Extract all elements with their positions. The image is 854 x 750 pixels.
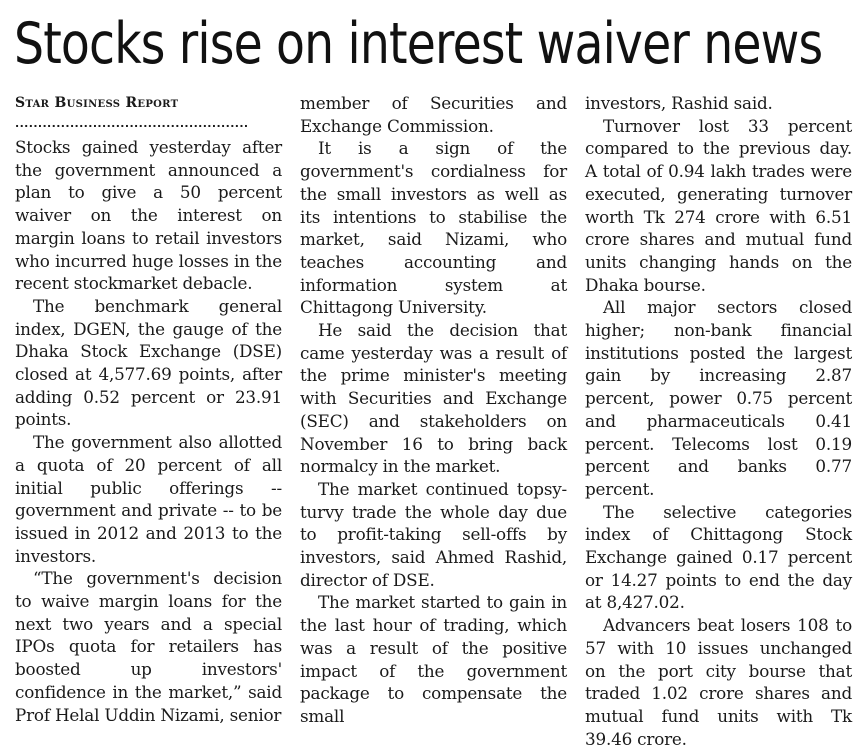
paragraph: The market started to gain in the last hour of trading, which was a result of the positive impact of the government package to compensate the small (300, 592, 567, 726)
paragraph: “The government's decision to waive margin loans for the next two years and a special IPOs quota for retailers has boosted up investors' confidence in the market,” said Prof Helal Uddin Nizami, senior (15, 568, 282, 725)
paragraph: investors, Rashid said. (585, 93, 773, 113)
paragraph: He said the decision that came yesterday was a result of the prime minister's meeting with Securities and Exchange (SEC) and stakeholders on November 16 to bring back normalcy in the market. (300, 320, 567, 477)
paragraph: It is a sign of the government's cordialness for the small investors as well as its intentions to stabilise the market, said Nizami, who teaches accounting and information system at Chittagong University. (300, 138, 567, 318)
paragraph: The benchmark general index, DGEN, the gauge of the Dhaka Stock Exchange (DSE) closed at 4,577.69 points, after adding 0.52 percent or 23.91 points. (15, 295, 282, 430)
byline: Star Business Report (15, 95, 179, 111)
paragraph: The government also allotted a quota of 20 percent of all initial public offerings -- government and private -- to be issued in 2012 and 2013 to the investors. (15, 432, 282, 566)
paragraph: Advancers beat losers 108 to 57 with 10 issues unchanged on the port city bourse that traded 1.02 crore shares and mutual fund units with Tk 39.46 crore. (585, 615, 852, 749)
paragraph: Turnover lost 33 percent compared to the previous day. A total of 0.94 lakh trades were executed, generating turnover worth Tk 274 crore with 6.51 crore shares and mutual fund units changing hands on the Dhaka bourse. (585, 115, 852, 295)
byline-separator: ................................................... (15, 117, 249, 130)
paragraph: All major sectors closed higher; non-bank financial institutions posted the largest gain by increasing 2.87 percent, power 0.75 percent and pharmaceuticals 0.41 percent. Telecoms lost 0.19 percent and banks 0.77 percent. (585, 297, 852, 499)
article-column-1 (15, 92, 282, 726)
paragraph: Stocks gained yesterday after the government announced a plan to give a 50 percent waiver on the interest on margin loans to retail investors who incurred huge losses in the recent stockmarket debacle. (15, 137, 282, 294)
paragraph: The market continued topsy-turvy trade the whole day due to profit-taking sell-offs by investors, said Ahmed Rashid, director of DSE. (300, 478, 567, 590)
paragraph: The selective categories index of Chittagong Stock Exchange gained 0.17 percent or 14.27 points to end the day at 8,427.02. (585, 501, 852, 613)
article-column-3 (585, 92, 852, 750)
paragraph: member of Securities and Exchange Commission. (300, 93, 567, 136)
headline: Stocks rise on interest waiver news (14, 11, 823, 77)
article-column-2 (300, 92, 567, 728)
